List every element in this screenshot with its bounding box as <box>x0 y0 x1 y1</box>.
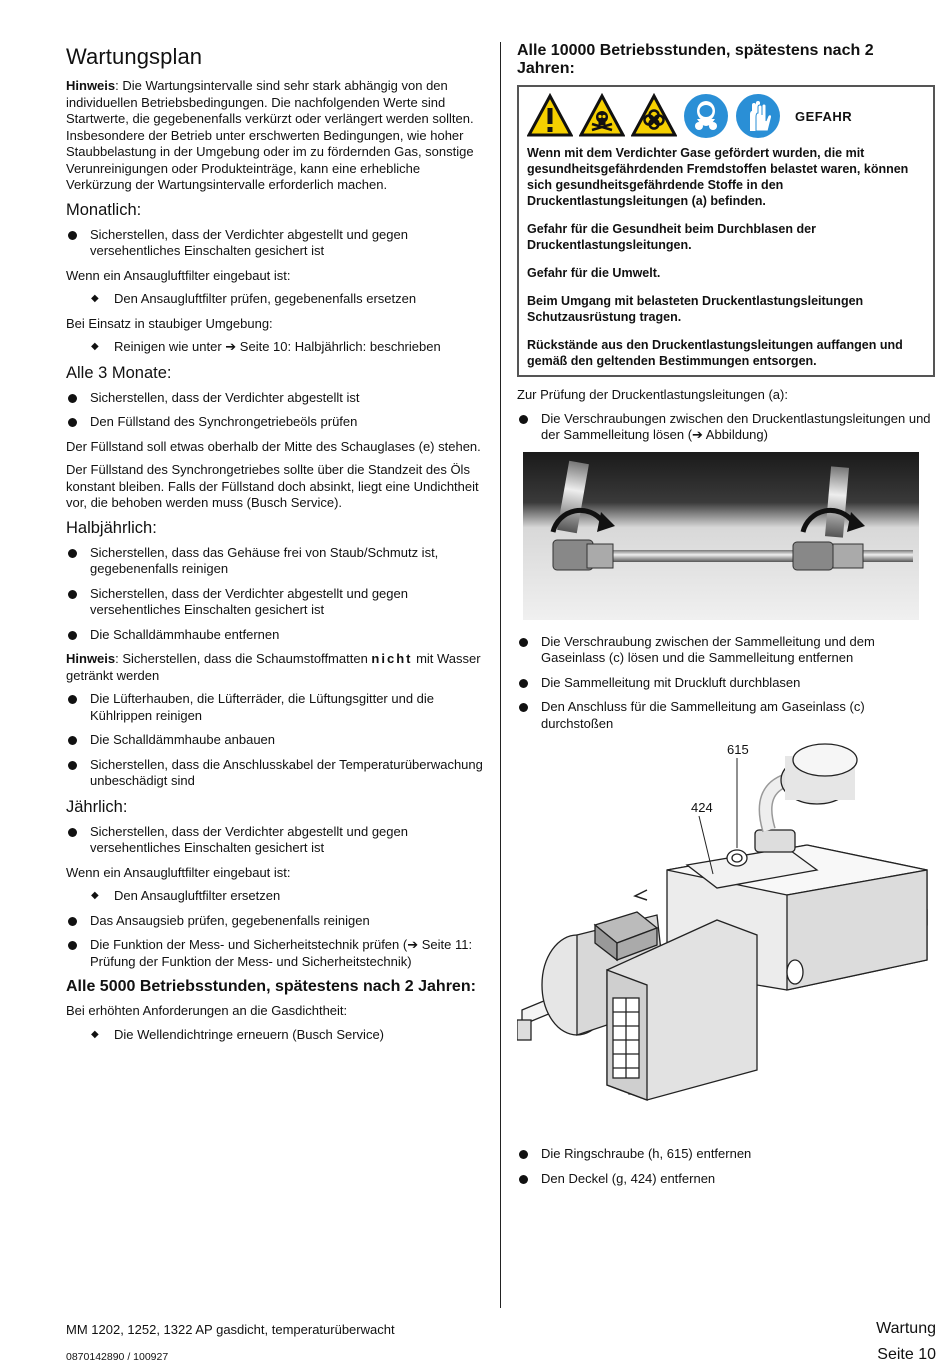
footer-product-title: MM 1202, 1252, 1322 AP gasdicht, temperaturüberwacht <box>66 1322 395 1337</box>
intro-note-label: Hinweis <box>66 78 116 93</box>
intro-note-text: : Die Wartungsintervalle sind sehr stark abhängig von den individuellen Betriebsbedingungen. Die nachfolgenden Werte sind Startwerte, die gegebenenfalls verkürzt oder verlängert werden sollten. Insbesondere der Betrieb unter erschwerten Bedingungen, wie hoher Staubbelastung in der Umgebung oder im zu fördernden Gas, sonstige Verunreinigungen oder Produkteinträge, kann eine erhebliche Verkürzung der Wartungsintervalle erforderlich machen. <box>66 78 474 192</box>
note-emphasis: nicht <box>371 651 413 666</box>
pipe-fitting-photo <box>523 452 919 620</box>
list-item: Sicherstellen, dass der Verdichter abgestellt ist <box>66 390 484 407</box>
warning-paragraph: Rückstände aus den Druckentlastungsleitungen auffangen und gemäß den geltenden Bestimmungen entsorgen. <box>527 338 903 368</box>
list-item: ◆ Die Wellendichtringe erneuern (Busch Service) <box>66 1027 484 1044</box>
list-item: Den Füllstand des Synchrongetriebeöls prüfen <box>66 414 484 431</box>
protective-gloves-icon <box>735 93 781 139</box>
right-column <box>517 42 935 1195</box>
footer-page-number: Seite 10 <box>877 1346 936 1363</box>
paragraph: Wenn ein Ansaugluftfilter eingebaut ist: <box>66 267 291 283</box>
monthly-heading: Monatlich: <box>66 200 142 219</box>
half-yearly-heading: Halbjährlich: <box>66 518 157 537</box>
cross-reference-link[interactable]: Die Funktion der Mess- und Sicherheitstechnik prüfen (➔ Seite 11: Prüfung der Funktion der Mess- und Sicherheitstechnik) <box>66 937 484 970</box>
danger-warning-box <box>517 85 935 377</box>
danger-label: GEFAHR <box>795 108 853 124</box>
respirator-mask-icon <box>683 93 729 139</box>
list-item: Sicherstellen, dass das Gehäuse frei von Staub/Schmutz ist, gegebenenfalls reinigen <box>66 545 484 578</box>
warning-paragraph: Gefahr für die Gesundheit beim Durchblasen der Druckentlastungsleitungen. <box>527 222 816 252</box>
list-item: Sicherstellen, dass die Anschlusskabel der Temperaturüberwachung unbeschädigt sind <box>66 757 484 790</box>
list-item: Den Anschluss für die Sammelleitung am Gaseinlass (c) durchstoßen <box>517 699 935 732</box>
note-label: Hinweis <box>66 651 116 666</box>
list-item: Die Schalldämmhaube entfernen <box>66 627 484 644</box>
part-label-424: 424 <box>691 800 713 815</box>
list-item: Die Verschraubung zwischen der Sammelleitung und dem Gaseinlass (c) lösen und die Sammelleitung entfernen <box>517 634 935 667</box>
footer-document-number: 0870142890 / 100927 <box>66 1351 169 1363</box>
paragraph: Der Füllstand soll etwas oberhalb der Mitte des Schauglases (e) stehen. <box>66 438 481 454</box>
footer-section-name: Wartung <box>876 1320 936 1337</box>
5000-hours-heading: Alle 5000 Betriebsstunden, spätestens nach 2 Jahren: <box>66 978 476 995</box>
part-label-615: 615 <box>727 742 749 757</box>
paragraph: Zur Prüfung der Druckentlastungsleitungen (a): <box>517 387 788 402</box>
compressor-drawing <box>517 740 935 1140</box>
list-item: Den Deckel (g, 424) entfernen <box>517 1171 935 1188</box>
list-item: Die Verschraubungen zwischen den Druckentlastungsleitungen und der Sammelleitung lösen (➔ Abbildung) <box>517 411 935 444</box>
cross-reference-link[interactable]: ◆ Reinigen wie unter ➔ Seite 10: Halbjährlich: beschrieben <box>66 339 484 356</box>
list-item: Die Ringschraube (h, 615) entfernen <box>517 1146 935 1163</box>
hazard-signs-row <box>527 93 925 139</box>
warning-paragraph: Wenn mit dem Verdichter Gase gefördert wurden, die mit gesundheitsgefährdenden Fremdstoffen belastet waren, können sich gesundheitsgefährdende Stoffe in den Druckentlastungsleitungen (a) befinden. <box>527 146 909 208</box>
10000-hours-heading: Alle 10000 Betriebsstunden, spätestens nach 2 Jahren: <box>517 42 874 77</box>
paragraph: Der Füllstand des Synchrongetriebes sollte über die Standzeit des Öls konstant bleiben. Falls der Füllstand doch absinkt, liegt eine Undichtheit vor, die behoben werden muss (Busch Service). <box>66 462 479 510</box>
list-item: ◆ Den Ansaugluftfilter ersetzen <box>66 888 484 905</box>
list-item: Sicherstellen, dass der Verdichter abgestellt und gegen versehentliches Einschalten gesichert ist <box>66 824 484 857</box>
note-text: : Sicherstellen, dass die Schaumstoffmatten <box>115 651 372 666</box>
half-yearly-note <box>66 651 484 684</box>
warning-paragraph: Gefahr für die Umwelt. <box>527 266 661 280</box>
pipe-fitting-illustration <box>523 452 919 620</box>
paragraph: Bei erhöhten Anforderungen an die Gasdichtheit: <box>66 1003 348 1018</box>
list-item: Sicherstellen, dass der Verdichter abgestellt und gegen versehentliches Einschalten gesichert ist <box>66 227 484 260</box>
column-divider <box>500 42 501 1308</box>
left-column <box>66 44 484 1051</box>
intro-note <box>66 78 484 194</box>
warning-triangle-icon <box>527 93 573 139</box>
paragraph: Bei Einsatz in staubiger Umgebung: <box>66 315 273 331</box>
page-title: Wartungsplan <box>66 44 203 69</box>
list-item: Sicherstellen, dass der Verdichter abgestellt und gegen versehentliches Einschalten gesichert ist <box>66 586 484 619</box>
list-item: Die Lüfterhauben, die Lüfterräder, die Lüftungsgitter und die Kühlrippen reinigen <box>66 691 484 724</box>
list-item: Die Schalldämmhaube anbauen <box>66 732 484 749</box>
warning-paragraph: Beim Umgang mit belasteten Druckentlastungsleitungen Schutzausrüstung tragen. <box>527 294 864 324</box>
quarterly-heading: Alle 3 Monate: <box>66 363 172 382</box>
toxic-skull-icon <box>579 93 625 139</box>
list-item: Das Ansaugsieb prüfen, gegebenenfalls reinigen <box>66 913 484 930</box>
paragraph: Wenn ein Ansaugluftfilter eingebaut ist: <box>66 864 291 880</box>
yearly-heading: Jährlich: <box>66 797 128 816</box>
biohazard-icon <box>631 93 677 139</box>
compressor-illustration <box>517 740 935 1140</box>
note-text: mit Wasser getränkt werden <box>66 651 481 683</box>
list-item: Die Sammelleitung mit Druckluft durchblasen <box>517 675 935 692</box>
list-item: ◆ Den Ansaugluftfilter prüfen, gegebenenfalls ersetzen <box>66 291 484 308</box>
